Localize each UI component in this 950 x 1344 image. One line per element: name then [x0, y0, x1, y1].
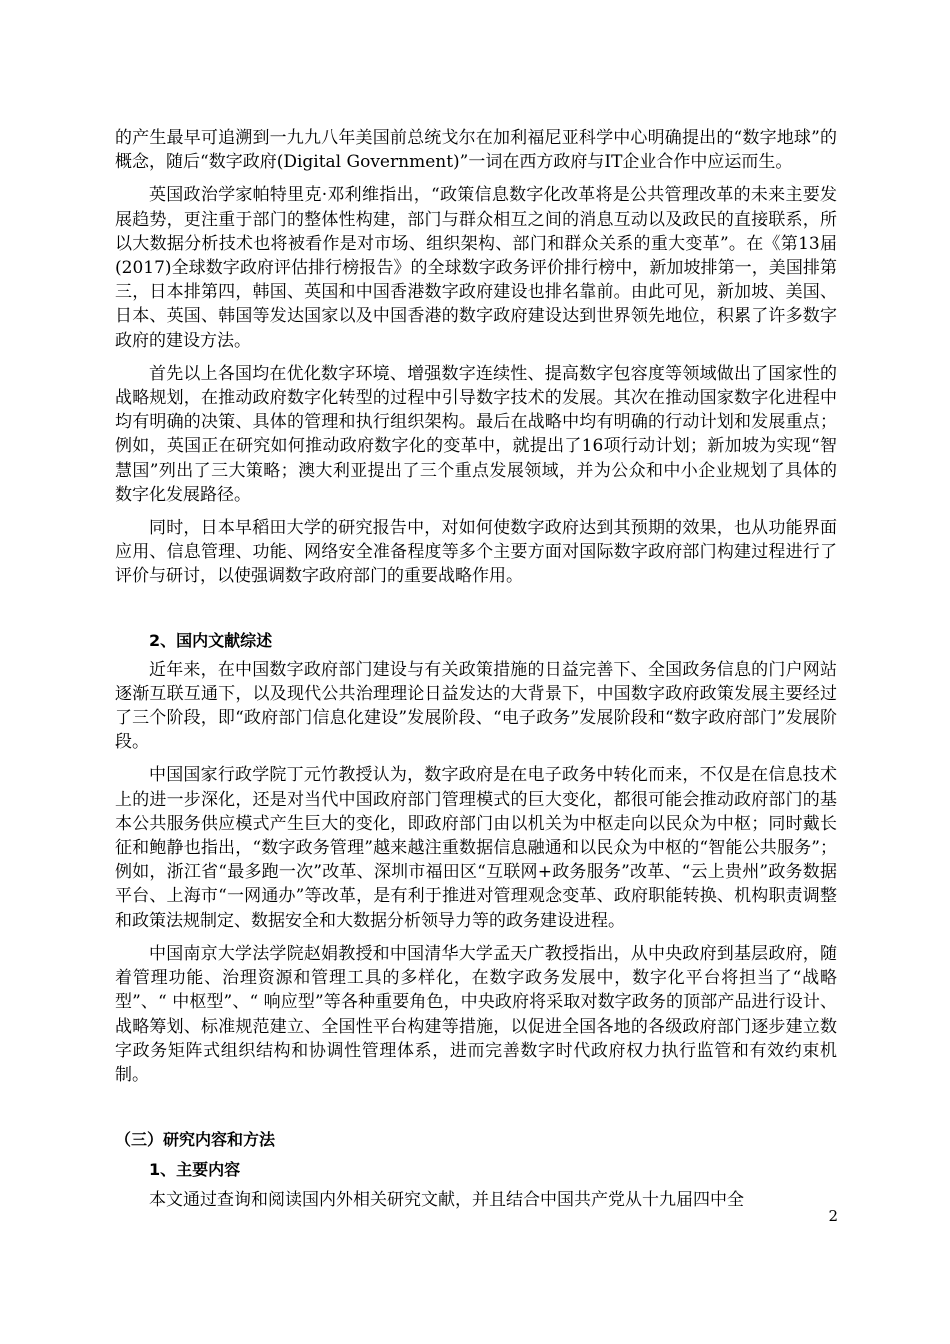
paragraph-zhao-meng: 中国南京大学法学院赵娟教授和中国清华大学孟天广教授指出，从中央政府到基层政府，随着管理功能、治理资源和管理工具的多样化，在数字政务发展中，数字化平台将担当了“战略型”、“ 中枢型”、“ 响应型”等各种重要角色，中央政府将采取对数字政务的顶部产品进行设计、战略筹划、标准规范建立、全国性平台构建等措施，以促进全国各地的各级政府部门逐步建立数字政务矩阵式组织结构和协调性管理体系，进而完善数字时代政府权力执行监管和有效约束机制。	[115, 943, 837, 1085]
document-body	[115, 126, 837, 1212]
paragraph-digital-government-origin: 的产生最早可追溯到一九九八年美国前总统戈尔在加利福尼亚科学中心明确提出的“数字地球”的概念，随后“数字政府(Digital Government)”一词在西方政府与IT企业合作中应运而生。	[115, 128, 837, 173]
heading-domestic-review: 2、国内文献综述	[149, 630, 273, 650]
paragraph-waseda-report: 同时，日本早稻田大学的研究报告中，对如何使数字政府达到其预期的效果，也从功能界面应用、信息管理、功能、网络安全准备程度等多个主要方面对国际数字政府部门构建过程进行了评价与研讨，以使强调数字政府部门的重要战略作用。	[115, 518, 837, 587]
heading-main-content: 1、主要内容	[149, 1160, 241, 1180]
paragraph-national-strategies: 首先以上各国均在优化数字环境、增强数字连续性、提高数字包容度等领域做出了国家性的战略规划，在推动政府数字化转型的过程中引导数字技术的发展。其次在推动国家数字化进程中均有明确的决策、具体的管理和执行组织架构。最后在战略中均有明确的行动计划和发展重点；例如，英国正在研究如何推动政府数字化的变革中，就提出了16项行动计划；新加坡为实现“智慧国”列出了三大策略；澳大利亚提出了三个重点发展领域，并为公众和中小企业规划了具体的数字化发展路径。	[115, 363, 837, 505]
paragraph-main-content: 本文通过查询和阅读国内外相关研究文献，并且结合中国共产党从十九届四中全	[149, 1190, 744, 1211]
heading-research-content-methods: （三）研究内容和方法	[115, 1130, 276, 1150]
paragraph-china-stages: 近年来，在中国数字政府部门建设与有关政策措施的日益完善下、全国政务信息的门户网站逐渐互联互通下，以及现代公共治理理论日益发达的大背景下，中国数字政府政策发展主要经过了三个阶段，即“政府部门信息化建设”发展阶段、“电子政务”发展阶段和“数字政府部门”发展阶段。	[115, 659, 837, 753]
paragraph-ding-yuanzhu: 中国国家行政学院丁元竹教授认为，数字政府是在电子政务中转化而来，不仅是在信息技术上的进一步深化，还是对当代中国政府部门管理模式的巨大变化，都很可能会推动政府部门的基本公共服务供应模式产生巨大的变化，即政府部门由以机关为中枢走向以民众为中枢；同时戴长征和鲍静也指出，“数字政务管理”越来越注重数据信息融通和以民众为中枢的“智能公共服务”；例如，浙江省“最多跑一次”改革、深圳市福田区“互联网+政务服务”改革、“云上贵州”政务数据平台、上海市“一网通办”等改革，是有利于推进对管理观念变革、政府职能转换、机构职责调整和政策法规制定、数据安全和大数据分析领导力等的政务建设进程。	[115, 765, 837, 931]
paragraph-dunleavy: 英国政治学家帕特里克·邓利维指出，“政策信息数字化改革将是公共管理改革的未来主要发展趋势，更注重于部门的整体性构建，部门与群众相互之间的消息互动以及政民的直接联系，所以大数据分析技术也将被看作是对市场、组织架构、部门和群众关系的重大变革”。在《第13届(2017)全球数字政府评估排行榜报告》的全球数字政务评价排行榜中，新加坡排第一，美国排第三，日本排第四，韩国、英国和中国香港数字政府建设也排名靠前。由此可见，新加坡、美国、日本、英国、韩国等发达国家以及中国香港的数字政府建设达到世界领先地位，积累了许多数字政府的建设方法。	[115, 185, 837, 351]
page-number: 2	[828, 1207, 838, 1225]
